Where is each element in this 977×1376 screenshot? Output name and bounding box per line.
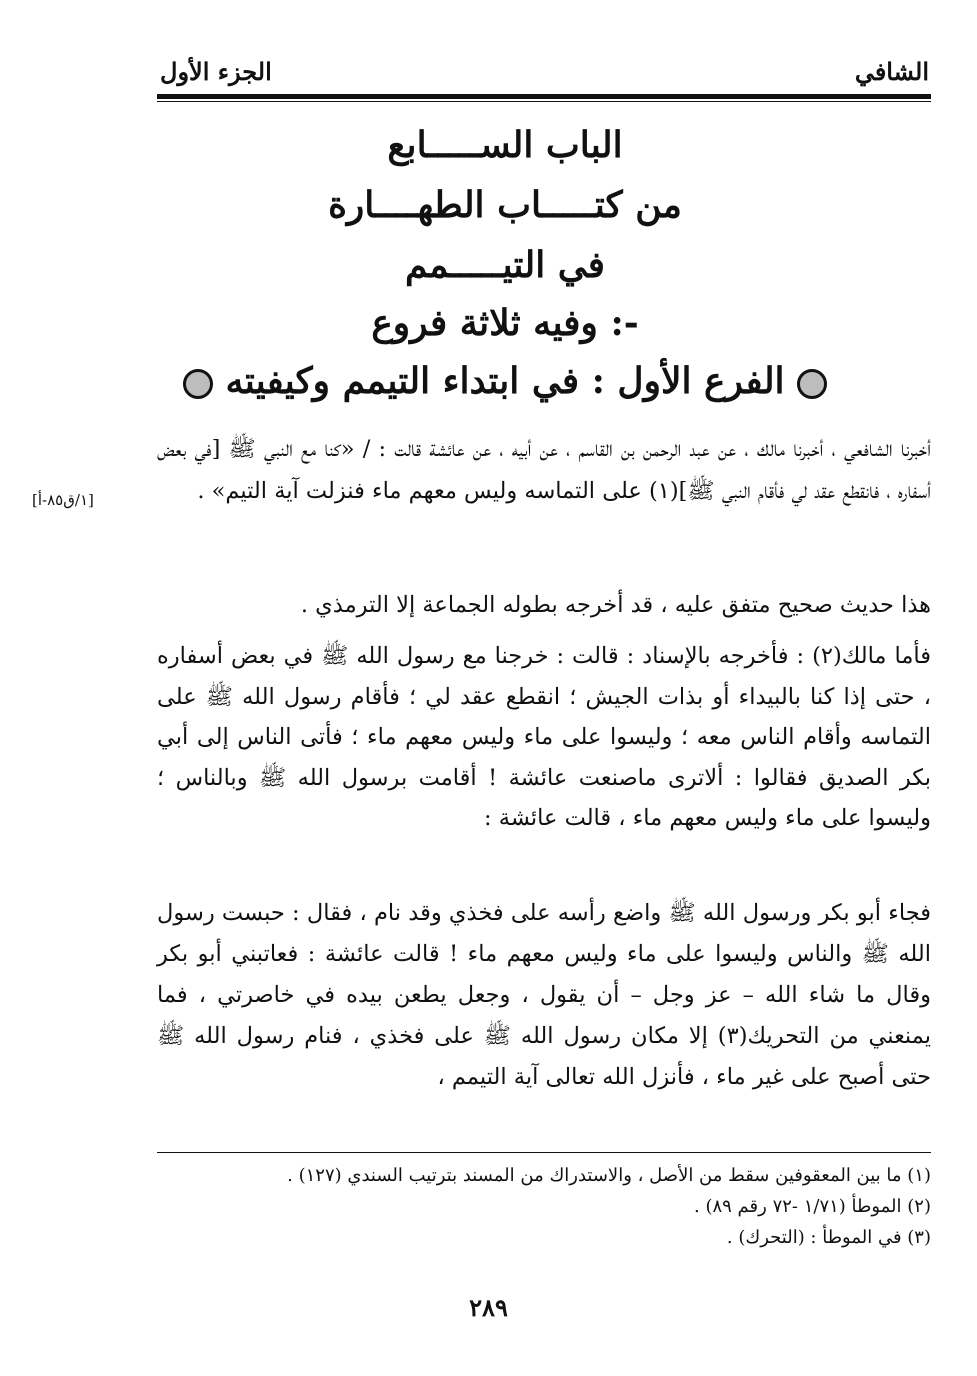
chapter-title: الباب الســـــابع <box>387 124 623 166</box>
footnote-separator <box>157 1152 931 1153</box>
running-head-volume: الجزء الأول <box>160 57 272 86</box>
topic-title: في التيـــــمم <box>405 244 605 286</box>
header-rule-thick <box>157 94 931 99</box>
paragraph-hadith: أخبرنا الشافعي ، أخبرنا مالك ، عن عبد الرحمن بن القاسم ، عن أبيه ، عن عائشة قالت : / «كنا مع النبي ﷺ [في بعض أسفاره ، فانقطع عقد لي فأقام النبي ﷺ](١) على التماسه وليس معهم ماء فنزلت آية التيم» . <box>157 436 931 504</box>
running-head-book-title: الشافي <box>854 57 929 86</box>
manuscript-folio-note: [١/ق٨٥-أ] <box>32 491 94 509</box>
paragraph-abu-bakr: فجاء أبو بكر ورسول الله ﷺ واضع رأسه على فخذي وقد نام ، فقال : حبست رسول الله ﷺ والناس وليسوا على ماء وليس معهم ماء ! قالت عائشة : فعاتبني أبو بكر وقال ما شاء الله – عز وجل – أن يقول ، وجعل يطعن بيده في خاصرتي ، فما يمنعني من التحريك(٣) إلا مكان رسول الله ﷺ على فخذي ، فنام رسول الله ﷺ حتى أصبح على غير ماء ، فأنزل الله تعالى آية التيمم ، <box>157 900 931 1090</box>
section-heading-text: الفرع الأول : في ابتداء التيمم وكيفيته <box>225 360 785 402</box>
paragraph-grading: هذا حديث صحيح متفق عليه ، قد أخرجه بطوله الجماعة إلا الترمذي . <box>300 592 931 618</box>
footnotes <box>157 1160 931 1253</box>
page-number: ٢٨٩ <box>469 1293 508 1322</box>
bullet-icon <box>797 369 827 399</box>
bullet-icon <box>183 369 213 399</box>
paragraph-malik-narration: فأما مالك(٢) : فأخرجه بالإسناد : قالت : خرجنا مع رسول الله ﷺ في بعض أسفاره ، حتى إذا كنا بالبيداء أو بذات الجيش ؛ انقطع عقد لي ؛ فأقام رسول الله ﷺ على التماسه وأقام الناس معه ؛ وليسوا على ماء وليس معهم ماء ؛ فأتى الناس إلى أبي بكر الصديق فقالوا : ألاترى ماصنعت عائشة ! أقامت برسول الله ﷺ وبالناس ؛ وليسوا على ماء وليس معهم ماء ، قالت عائشة : <box>157 643 931 831</box>
footnote: (٢) الموطأ (١/٧١ -٧٢ رقم ٨٩) . <box>694 1196 931 1217</box>
subsections-intro: وفيه ثلاثة فروع :- <box>371 302 639 344</box>
footnote: (١) ما بين المعقوفين سقط من الأصل ، والاستدراك من المسند بترتيب السندي (١٢٧) . <box>287 1165 931 1186</box>
section-heading <box>160 354 850 408</box>
header-rule-thin <box>157 101 931 102</box>
book-title: من كتـــــاب الطهــــارة <box>328 184 682 226</box>
footnote: (٣) في الموطأ : (التحرك) . <box>726 1227 931 1248</box>
